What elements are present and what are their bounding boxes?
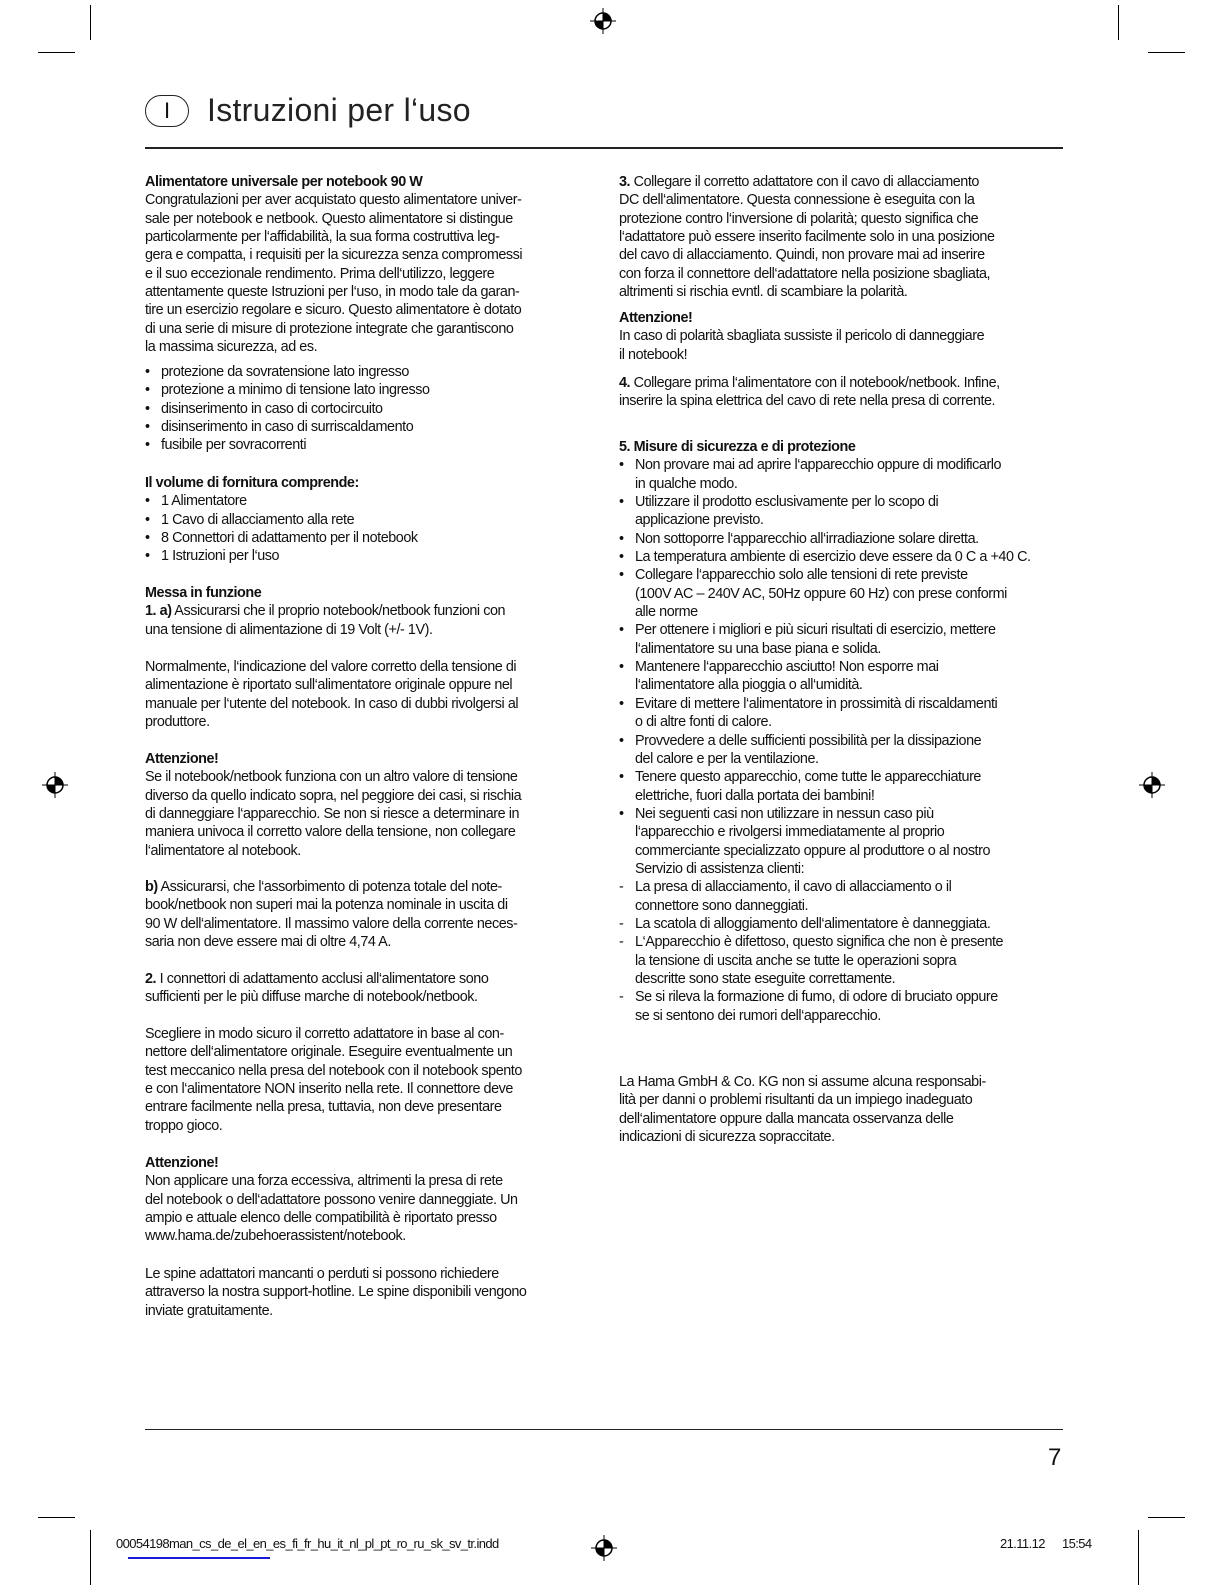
paragraph-line bbox=[145, 283, 522, 301]
crop-mark bbox=[1148, 1517, 1185, 1518]
list-item-text: o di altre fonti di calore. bbox=[635, 714, 772, 731]
list-item-text: Collegare l‘apparecchio solo alle tensioni di rete previste bbox=[635, 567, 968, 584]
line-text: gera e compatta, i requisiti per la sicurezza senza compromessi bbox=[145, 247, 523, 264]
bullet-icon: • bbox=[619, 494, 624, 511]
crop-mark bbox=[38, 1517, 75, 1518]
paragraph-line bbox=[145, 842, 521, 860]
list-item-text: protezione a minimo di tensione lato ingresso bbox=[161, 382, 430, 399]
list-item-line bbox=[619, 1007, 1031, 1025]
paragraph-line bbox=[145, 1265, 527, 1283]
list-item-text: commerciante specializzato oppure al produttore o al nostro bbox=[635, 842, 991, 859]
list-item-line bbox=[619, 585, 1031, 603]
paragraph-line bbox=[145, 1043, 522, 1061]
crop-mark bbox=[1148, 52, 1185, 53]
list-item-line bbox=[145, 436, 430, 454]
list-item-text: Non provare mai ad aprire l‘apparecchio oppure di modificarlo bbox=[635, 457, 1002, 474]
list-item-text: Utilizzare il prodotto esclusivamente per lo scopo di bbox=[635, 494, 939, 511]
list-item-line bbox=[619, 970, 1031, 988]
list-item-text: La scatola di alloggiamento dell‘alimentatore è danneggiata. bbox=[635, 915, 991, 932]
paragraph-line bbox=[619, 392, 1000, 410]
line-text: protezione contro l‘inversione di polarità; questo significa che bbox=[619, 210, 979, 227]
list-item-text: 1 Istruzioni per l‘uso bbox=[161, 548, 280, 565]
line-text: I connettori di adattamento acclusi all‘alimentatore sono bbox=[156, 971, 489, 987]
line-text: sufficienti per le più diffuse marche di notebook/netbook. bbox=[145, 989, 478, 1006]
line-text: l‘alimentatore al notebook. bbox=[145, 842, 301, 859]
paragraph-number: b) bbox=[145, 879, 158, 895]
line-text: inserire la spina elettrica del cavo di rete nella presa di corrente. bbox=[619, 393, 996, 410]
line-text: entrare facilmente nella presa, tuttavia, non deve presentare bbox=[145, 1099, 502, 1116]
paragraph-line bbox=[145, 878, 517, 896]
list-item-line bbox=[619, 603, 1031, 621]
text-section bbox=[145, 584, 505, 639]
section-heading: Attenzione! bbox=[145, 751, 219, 767]
paragraph-number: 4. bbox=[619, 375, 631, 391]
line-text: Collegare il corretto adattatore con il cavo di allacciamento bbox=[630, 174, 979, 190]
line-text: Scegliere in modo sicuro il corretto adattatore in base al con- bbox=[145, 1026, 504, 1042]
line-text: Non applicare una forza eccessiva, altrimenti la presa di rete bbox=[145, 1173, 503, 1190]
paragraph-line bbox=[145, 320, 522, 338]
list-item-text: l‘alimentatore alla pioggia o all‘umidità. bbox=[635, 677, 863, 694]
list-item-line bbox=[145, 511, 418, 529]
paragraph-line bbox=[619, 210, 995, 228]
list-item-text: 1 Alimentatore bbox=[161, 493, 247, 510]
line-text: la massima sicurezza, ad es. bbox=[145, 339, 318, 356]
section-heading: Attenzione! bbox=[619, 310, 693, 326]
paragraph-number: 2. bbox=[145, 971, 157, 987]
paragraph-line bbox=[619, 283, 995, 301]
list-item-line bbox=[619, 530, 1031, 548]
paragraph-line bbox=[145, 768, 521, 786]
list-item-line bbox=[145, 363, 430, 381]
text-section bbox=[145, 1265, 527, 1320]
list-item-line bbox=[145, 381, 430, 399]
bullet-icon: • bbox=[145, 419, 150, 436]
line-text: La Hama GmbH & Co. KG non si assume alcuna responsabi- bbox=[619, 1074, 986, 1090]
paragraph-line bbox=[145, 933, 517, 951]
footer-rule bbox=[145, 1429, 1063, 1430]
list-item-text: 1 Cavo di allacciamento alla rete bbox=[161, 511, 355, 528]
list-item-line bbox=[145, 529, 418, 547]
list-item-text: 8 Connettori di adattamento per il notebook bbox=[161, 530, 418, 547]
line-text: e con l‘alimentatore NON inserito nella rete. Il connettore deve bbox=[145, 1081, 513, 1098]
list-item-line bbox=[619, 676, 1031, 694]
line-text: tire un esercizio regolare e sicuro. Questo alimentatore è dotato bbox=[145, 302, 522, 319]
paragraph-number: 3. bbox=[619, 174, 631, 190]
footer-time: 15:54 bbox=[1062, 1536, 1092, 1551]
paragraph-line bbox=[145, 658, 518, 676]
crop-mark bbox=[90, 5, 91, 40]
list-item-text: applicazione previsto. bbox=[635, 512, 764, 529]
paragraph-line bbox=[619, 191, 995, 209]
list-item-line bbox=[619, 860, 1031, 878]
line-text: l‘adattatore può essere inserito facilmente solo in una posizione bbox=[619, 229, 995, 246]
list-item-line bbox=[145, 492, 418, 510]
line-text: altrimenti si rischia evntl. di scambiare la polarità. bbox=[619, 284, 908, 301]
language-badge: I bbox=[145, 95, 189, 127]
paragraph-line bbox=[145, 1098, 522, 1116]
paragraph-line bbox=[145, 1172, 518, 1190]
list-item-line bbox=[619, 842, 1031, 860]
list-item-line bbox=[145, 547, 418, 565]
line-text: di una serie di misure di protezione integrate che garantiscono bbox=[145, 320, 514, 337]
line-text: nettore dell‘alimentatore originale. Eseguire eventualmente un bbox=[145, 1044, 513, 1061]
line-text: attraverso la nostra support-hotline. Le spine disponibili vengono bbox=[145, 1284, 527, 1301]
paragraph-line bbox=[619, 327, 984, 345]
list-item-line bbox=[619, 768, 1031, 786]
list-item-line bbox=[145, 400, 430, 418]
list-item-text: del calore e per la ventilazione. bbox=[635, 750, 819, 767]
list-item-text: Mantenere l‘apparecchio asciutto! Non esporre mai bbox=[635, 659, 939, 676]
paragraph-line bbox=[145, 695, 518, 713]
paragraph-line bbox=[145, 970, 488, 988]
line-text: Assicurarsi che il proprio notebook/netbook funzioni con bbox=[171, 603, 506, 620]
section-heading: 5. Misure di sicurezza e di protezione bbox=[619, 439, 856, 455]
bullet-icon: • bbox=[145, 400, 150, 417]
paragraph-line bbox=[145, 1283, 527, 1301]
line-text: con forza il connettore dell‘adattatore nella posizione sbagliata, bbox=[619, 265, 991, 282]
page-title: Istruzioni per l‘uso bbox=[207, 92, 471, 128]
list-item-line bbox=[619, 621, 1031, 639]
list-item-line bbox=[619, 658, 1031, 676]
paragraph-number: 1. a) bbox=[145, 603, 172, 620]
line-text: www.hama.de/zubehoerassistent/notebook. bbox=[145, 1228, 406, 1245]
line-text: Normalmente, l‘indicazione del valore corretto della tensione di bbox=[145, 659, 517, 675]
page-number: 7 bbox=[1048, 1444, 1062, 1471]
paragraph-line bbox=[145, 787, 521, 805]
paragraph-line bbox=[145, 915, 517, 933]
line-text: produttore. bbox=[145, 714, 210, 731]
list-item-line bbox=[619, 566, 1031, 584]
list-item-line bbox=[619, 988, 1031, 1006]
bullet-icon: • bbox=[145, 493, 150, 510]
line-text: DC dell‘alimentatore. Questa connessione è eseguita con la bbox=[619, 192, 975, 209]
list-item-line bbox=[619, 878, 1031, 896]
text-section bbox=[145, 750, 521, 860]
paragraph-line bbox=[145, 1191, 518, 1209]
line-text: maniera univoca il corretto valore della tensione, non collegare bbox=[145, 824, 516, 841]
paragraph-line bbox=[619, 1091, 986, 1109]
bullet-icon: • bbox=[619, 457, 624, 474]
dash-icon: - bbox=[619, 934, 624, 951]
list-item-text: Nei seguenti casi non utilizzare in nessun caso più bbox=[635, 805, 934, 822]
line-text: manuale per l‘utente del notebook. In caso di dubbi rivolgersi al bbox=[145, 695, 519, 712]
footer-date: 21.11.12 bbox=[1000, 1536, 1045, 1551]
list-item-line bbox=[619, 456, 1031, 474]
list-item-text: alle norme bbox=[635, 604, 698, 621]
line-text: Se il notebook/netbook funziona con un altro valore di tensione bbox=[145, 769, 518, 786]
line-text: una tensione di alimentazione di 19 Volt (+/- 1V). bbox=[145, 621, 433, 638]
text-section bbox=[619, 173, 995, 301]
footer-filename: 00054198man_cs_de_el_en_es_fi_fr_hu_it_nl_pl_pt_ro_ru_sk_sv_tr.indd bbox=[116, 1536, 499, 1551]
list-item-line bbox=[619, 493, 1031, 511]
filename-underline bbox=[128, 1557, 270, 1559]
list-item-line bbox=[619, 897, 1031, 915]
registration-mark-icon bbox=[42, 772, 68, 798]
line-text: 90 W dell‘alimentatore. Il massimo valore della corrente neces- bbox=[145, 915, 518, 932]
bullet-icon: • bbox=[145, 364, 150, 380]
registration-mark-icon bbox=[1139, 772, 1165, 798]
list-item-text: l‘apparecchio e rivolgersi immediatamente al proprio bbox=[635, 824, 945, 841]
bullet-icon: • bbox=[619, 659, 624, 676]
paragraph-line bbox=[619, 1128, 986, 1146]
section-heading: Attenzione! bbox=[145, 1155, 219, 1171]
paragraph-line bbox=[619, 173, 995, 191]
paragraph-line bbox=[145, 1025, 522, 1043]
line-text: ampio e attuale elenco delle compatibilità è riportato presso bbox=[145, 1210, 497, 1227]
paragraph-line bbox=[145, 338, 522, 356]
paragraph-line bbox=[145, 1302, 527, 1320]
paragraph-line bbox=[145, 228, 522, 246]
paragraph-line bbox=[145, 805, 521, 823]
paragraph-line bbox=[619, 374, 1000, 392]
section-heading: Il volume di fornitura comprende: bbox=[145, 475, 359, 491]
line-text: lità per danni o problemi risultanti da un impiego inadeguato bbox=[619, 1092, 973, 1109]
paragraph-line bbox=[145, 713, 518, 731]
paragraph-line bbox=[145, 823, 521, 841]
crop-mark bbox=[1138, 1530, 1139, 1585]
list-item-text: Se si rileva la formazione di fumo, di odore di bruciato oppure bbox=[635, 989, 998, 1006]
list-item-line bbox=[619, 713, 1031, 731]
bullet-icon: • bbox=[145, 437, 150, 454]
list-item-line bbox=[619, 750, 1031, 768]
list-item-text: Provvedere a delle sufficienti possibilità per la dissipazione bbox=[635, 732, 982, 749]
list-item-line bbox=[619, 548, 1031, 566]
header-rule bbox=[145, 147, 1063, 149]
text-section bbox=[619, 309, 984, 364]
list-item-text: elettriche, fuori dalla portata dei bambini! bbox=[635, 787, 875, 804]
bullet-icon: • bbox=[619, 622, 624, 639]
text-section bbox=[619, 438, 1031, 1025]
line-text: e il suo eccezionale rendimento. Prima dell‘utilizzo, leggere bbox=[145, 265, 495, 282]
text-section bbox=[145, 658, 518, 731]
list-item-line bbox=[619, 915, 1031, 933]
line-text: alimentazione è riportato sull‘alimentatore originale oppure nel bbox=[145, 677, 513, 694]
paragraph-line bbox=[145, 246, 522, 264]
list-item-text: in qualche modo. bbox=[635, 475, 738, 492]
paragraph-line bbox=[145, 1117, 522, 1135]
section-heading: Alimentatore universale per notebook 90 W bbox=[145, 174, 423, 190]
list-item-line bbox=[619, 805, 1031, 823]
list-item-text: disinserimento in caso di cortocircuito bbox=[161, 400, 383, 417]
line-text: saria non deve essere mai di oltre 4,74 A. bbox=[145, 934, 391, 951]
paragraph-line bbox=[145, 896, 517, 914]
list-item-text: fusibile per sovracorrenti bbox=[161, 437, 307, 454]
line-text: book/netbook non superi mai la potenza nominale in uscita di bbox=[145, 897, 508, 914]
list-item-text: Evitare di mettere l‘alimentatore in prossimità di riscaldamenti bbox=[635, 695, 998, 712]
bullet-icon: • bbox=[619, 805, 624, 822]
paragraph-line bbox=[619, 246, 995, 264]
line-text: del cavo di allacciamento. Quindi, non provare mai ad inserire bbox=[619, 247, 985, 264]
paragraph-line bbox=[619, 346, 984, 364]
list-item-line bbox=[619, 732, 1031, 750]
text-section bbox=[619, 374, 1000, 411]
dash-icon: - bbox=[619, 989, 624, 1006]
paragraph-line bbox=[145, 210, 522, 228]
bullet-icon: • bbox=[619, 567, 624, 584]
text-section bbox=[145, 970, 488, 1007]
list-item-text: Servizio di assistenza clienti: bbox=[635, 860, 805, 877]
line-text: troppo gioco. bbox=[145, 1117, 223, 1134]
list-item-line bbox=[619, 787, 1031, 805]
paragraph-line bbox=[619, 265, 995, 283]
list-item-text: descritte sono state eseguite correttamente. bbox=[635, 970, 896, 987]
text-section bbox=[145, 173, 522, 356]
line-text: di danneggiare l‘apparecchio. Se non si riesce a determinare in bbox=[145, 806, 520, 823]
list-item-text: La temperatura ambiente di esercizio deve essere da 0 C a +40 C. bbox=[635, 549, 1031, 566]
list-item-text: L‘Apparecchio è difettoso, questo significa che non è presente bbox=[635, 934, 1004, 951]
bullet-icon: • bbox=[145, 382, 150, 399]
bullet-icon: • bbox=[145, 511, 150, 528]
section-heading: Messa in funzione bbox=[145, 585, 262, 601]
crop-mark bbox=[1118, 5, 1119, 40]
line-text: sale per notebook e netbook. Questo alimentatore si distingue bbox=[145, 210, 513, 227]
list-item-text: la tensione di uscita anche se tutte le operazioni sopra bbox=[635, 952, 957, 969]
list-item-text: Tenere questo apparecchio, come tutte le apparecchiature bbox=[635, 769, 981, 786]
list-item-text: Non sottoporre l‘apparecchio all‘irradiazione solare diretta. bbox=[635, 530, 979, 547]
bullet-icon: • bbox=[619, 769, 624, 786]
paragraph-line bbox=[145, 301, 522, 319]
list-item-text: disinserimento in caso di surriscaldamento bbox=[161, 419, 414, 436]
list-item-line bbox=[619, 933, 1031, 951]
paragraph-line bbox=[145, 602, 505, 620]
bullet-icon: • bbox=[619, 549, 624, 566]
paragraph-line bbox=[145, 988, 488, 1006]
paragraph-line bbox=[145, 265, 522, 283]
list-item-line bbox=[619, 511, 1031, 529]
text-section bbox=[145, 1154, 518, 1246]
line-text: attentamente queste Istruzioni per l‘uso, in modo tale da garan- bbox=[145, 284, 520, 301]
list-item-text: (100V AC – 240V AC, 50Hz oppure 60 Hz) con prese conformi bbox=[635, 585, 1007, 602]
text-section bbox=[145, 1025, 522, 1135]
line-text: il notebook! bbox=[619, 346, 688, 363]
list-item-line bbox=[619, 475, 1031, 493]
line-text: Collegare prima l‘alimentatore con il notebook/netbook. Infine, bbox=[630, 375, 1000, 391]
list-item-text: l‘alimentatore su una base piana e solida. bbox=[635, 640, 881, 657]
paragraph-line bbox=[145, 191, 522, 209]
bullet-icon: • bbox=[145, 548, 150, 565]
list-item-line bbox=[619, 952, 1031, 970]
text-section bbox=[145, 474, 418, 566]
text-section bbox=[145, 363, 430, 455]
line-text: inviate gratuitamente. bbox=[145, 1302, 273, 1319]
bullet-icon: • bbox=[619, 695, 624, 712]
crop-mark bbox=[38, 52, 75, 53]
line-text: Congratulazioni per aver acquistato questo alimentatore univer- bbox=[145, 192, 522, 209]
list-item-text: se si sentono dei rumori dell‘apparecchio. bbox=[635, 1007, 881, 1024]
line-text: del notebook o dell‘adattatore possono venire danneggiate. Un bbox=[145, 1191, 518, 1208]
line-text: Assicurarsi, che l‘assorbimento di potenza totale del note- bbox=[157, 879, 502, 895]
list-item-line bbox=[619, 695, 1031, 713]
paragraph-line bbox=[619, 228, 995, 246]
registration-mark-icon bbox=[591, 1535, 617, 1561]
list-item-line bbox=[619, 640, 1031, 658]
bullet-icon: • bbox=[619, 732, 624, 749]
paragraph-line bbox=[145, 1227, 518, 1245]
list-item-text: Per ottenere i migliori e più sicuri risultati di esercizio, mettere bbox=[635, 622, 996, 639]
bullet-icon: • bbox=[145, 530, 150, 547]
page-header bbox=[145, 92, 471, 129]
text-section bbox=[145, 878, 517, 951]
registration-mark-icon bbox=[590, 8, 616, 34]
bullet-icon: • bbox=[619, 530, 624, 547]
dash-icon: - bbox=[619, 879, 624, 896]
dash-icon: - bbox=[619, 915, 624, 932]
paragraph-line bbox=[145, 676, 518, 694]
paragraph-line bbox=[619, 1073, 986, 1091]
list-item-line bbox=[619, 823, 1031, 841]
list-item-text: connettore sono danneggiati. bbox=[635, 897, 809, 914]
line-text: dell‘alimentatore oppure dalla mancata osservanza delle bbox=[619, 1110, 954, 1127]
line-text: Le spine adattatori mancanti o perduti si possono richiedere bbox=[145, 1266, 499, 1282]
line-text: diverso da quello indicato sopra, nel peggiore dei casi, si rischia bbox=[145, 787, 522, 804]
crop-mark bbox=[90, 1530, 91, 1585]
paragraph-line bbox=[145, 1080, 522, 1098]
line-text: test meccanico nella presa del notebook con il notebook spento bbox=[145, 1062, 522, 1079]
paragraph-line bbox=[145, 621, 505, 639]
line-text: particolarmente per l‘affidabilità, la sua forma costruttiva leg- bbox=[145, 229, 500, 246]
line-text: indicazioni di sicurezza sopraccitate. bbox=[619, 1129, 835, 1146]
paragraph-line bbox=[145, 1062, 522, 1080]
list-item-text: La presa di allacciamento, il cavo di allacciamento o il bbox=[635, 879, 952, 896]
paragraph-line bbox=[619, 1110, 986, 1128]
line-text: In caso di polarità sbagliata sussiste il pericolo di danneggiare bbox=[619, 328, 985, 345]
list-item-text: protezione da sovratensione lato ingresso bbox=[161, 364, 409, 380]
list-item-line bbox=[145, 418, 430, 436]
paragraph-line bbox=[145, 1209, 518, 1227]
text-section bbox=[619, 1073, 986, 1146]
